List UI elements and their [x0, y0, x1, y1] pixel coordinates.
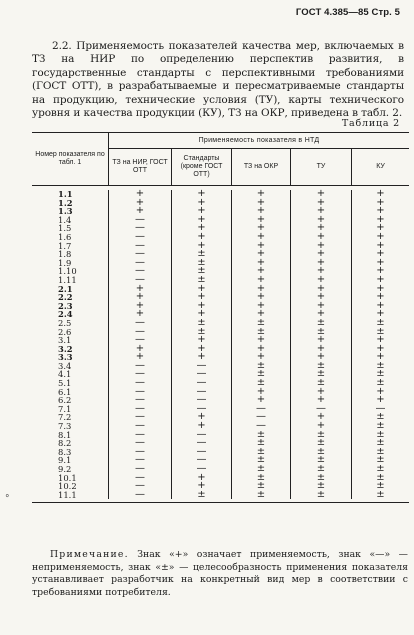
- table-body: [32, 186, 409, 502]
- applicability-mark: ±: [376, 411, 385, 423]
- applicability-mark: +: [376, 230, 385, 242]
- header-col-tu: ТУ: [291, 149, 352, 185]
- applicability-mark: +: [256, 230, 266, 242]
- applicability-mark: +: [197, 196, 206, 208]
- margin-mark: °: [5, 494, 10, 504]
- row-indicator-id: 10.1: [58, 472, 77, 483]
- applicability-mark: +: [197, 188, 206, 199]
- column-standards-values: [172, 190, 232, 499]
- applicability-mark: +: [376, 273, 385, 285]
- applicability-mark: —: [135, 377, 145, 389]
- applicability-mark: +: [376, 248, 385, 260]
- applicability-mark: +: [376, 256, 385, 268]
- applicability-mark: +: [376, 205, 385, 217]
- applicability-mark: —: [135, 273, 145, 285]
- applicability-mark: ±: [256, 471, 266, 483]
- applicability-mark: +: [376, 351, 385, 363]
- applicability-mark: ±: [256, 428, 266, 440]
- applicability-mark: +: [197, 351, 206, 363]
- row-indicator-id: 2.2: [58, 292, 73, 303]
- applicability-mark: —: [135, 325, 145, 337]
- applicability-mark: +: [256, 222, 266, 234]
- applicability-mark: ±: [376, 480, 385, 492]
- applicability-mark: +: [135, 351, 145, 363]
- intro-number: 2.2.: [52, 40, 72, 52]
- applicability-mark: ±: [316, 325, 326, 337]
- row-indicator-id: 3.1: [58, 335, 72, 346]
- applicability-mark: ±: [197, 488, 206, 500]
- applicability-mark: —: [135, 445, 145, 457]
- applicability-mark: +: [197, 411, 206, 423]
- intro-text: Применяемость показателей качества мер, включаемых в ТЗ на НИР по определению перспектив развития, в государственные стандарты с перспективными требованиями (ГОСТ ОТТ), в разрабатываемые и пересматриваемые стандарты на продукцию, технические условия (ТУ), карты технического уровня и качества продукции (КУ), ТЗ на ОКР, приведена в табл. 2.: [32, 40, 404, 120]
- applicability-mark: +: [197, 205, 206, 217]
- applicability-mark: ±: [376, 377, 385, 389]
- applicability-mark: ±: [316, 488, 326, 500]
- applicability-mark: +: [197, 230, 206, 242]
- applicability-mark: +: [256, 299, 266, 311]
- row-indicator-id: 1.6: [58, 231, 72, 242]
- applicability-mark: ±: [197, 248, 206, 260]
- applicability-mark: —: [135, 213, 145, 225]
- applicability-mark: +: [256, 213, 266, 225]
- applicability-mark: —: [135, 359, 145, 371]
- applicability-mark: +: [256, 308, 266, 320]
- applicability-mark: —: [135, 420, 145, 432]
- applicability-mark: +: [197, 222, 206, 234]
- applicability-mark: ±: [316, 316, 326, 328]
- row-indicator-id: 1.3: [58, 206, 73, 217]
- applicability-mark: +: [376, 291, 385, 303]
- applicability-mark: —: [196, 385, 207, 397]
- applicability-mark: —: [375, 402, 386, 414]
- column-indicator-ids: [32, 190, 109, 499]
- applicability-mark: —: [135, 428, 145, 440]
- applicability-mark: +: [376, 299, 385, 311]
- row-indicator-id: 6.2: [58, 395, 72, 406]
- column-nir-values: [109, 190, 172, 499]
- applicability-mark: —: [196, 445, 207, 457]
- applicability-mark: +: [197, 334, 206, 346]
- applicability-mark: ±: [316, 445, 326, 457]
- applicability-mark: +: [135, 196, 145, 208]
- applicability-mark: —: [196, 428, 207, 440]
- row-indicator-id: 1.5: [58, 223, 72, 234]
- applicability-mark: —: [135, 385, 145, 397]
- row-indicator-id: 1.1: [58, 189, 73, 199]
- applicability-mark: ±: [256, 463, 266, 474]
- applicability-mark: ±: [316, 454, 326, 466]
- row-indicator-id: 2.4: [58, 309, 73, 320]
- applicability-mark: +: [135, 188, 145, 199]
- applicability-mark: ±: [316, 480, 326, 492]
- applicability-mark: +: [256, 188, 266, 199]
- table-note: [32, 549, 408, 599]
- header-group-title: Применяемость показателя в НТД: [109, 133, 409, 149]
- applicability-mark: +: [316, 420, 326, 432]
- applicability-mark: +: [316, 256, 326, 268]
- row-indicator-id: 3.2: [58, 343, 73, 354]
- row-indicator-id: 5.1: [58, 378, 72, 389]
- applicability-mark: —: [196, 394, 207, 406]
- applicability-mark: —: [135, 265, 145, 277]
- applicability-mark: ±: [376, 368, 385, 380]
- applicability-mark: +: [256, 394, 266, 406]
- row-indicator-id: 4.1: [58, 369, 72, 380]
- applicability-mark: —: [135, 248, 145, 260]
- applicability-mark: +: [376, 188, 385, 199]
- applicability-mark: +: [256, 256, 266, 268]
- applicability-mark: —: [135, 411, 145, 423]
- applicability-mark: —: [135, 454, 145, 466]
- applicability-mark: —: [135, 480, 145, 492]
- page-header: ГОСТ 4.385—85 Стр. 5: [295, 7, 400, 18]
- row-indicator-id: 8.3: [58, 446, 72, 457]
- applicability-mark: —: [196, 359, 207, 371]
- applicability-mark: +: [256, 342, 266, 354]
- applicability-mark: —: [256, 420, 266, 432]
- applicability-mark: +: [197, 480, 206, 492]
- applicability-mark: +: [256, 196, 266, 208]
- applicability-mark: +: [376, 213, 385, 225]
- row-indicator-id: 1.7: [58, 240, 72, 251]
- applicability-mark: ±: [316, 471, 326, 483]
- row-indicator-id: 2.1: [58, 283, 73, 294]
- applicability-mark: +: [316, 213, 326, 225]
- applicability-mark: +: [256, 239, 266, 251]
- row-indicator-id: 10.2: [58, 481, 77, 492]
- applicability-mark: +: [376, 282, 385, 294]
- applicability-mark: ±: [376, 445, 385, 457]
- applicability-mark: +: [316, 273, 326, 285]
- applicability-mark: —: [135, 394, 145, 406]
- applicability-mark: +: [256, 291, 266, 303]
- applicability-mark: ±: [376, 454, 385, 466]
- applicability-mark: —: [135, 463, 145, 474]
- applicability-mark: +: [316, 291, 326, 303]
- applicability-mark: +: [376, 196, 385, 208]
- applicability-mark: +: [316, 299, 326, 311]
- applicability-mark: —: [135, 334, 145, 346]
- applicability-mark: +: [376, 239, 385, 251]
- applicability-mark: ±: [256, 480, 266, 492]
- applicability-mark: ±: [256, 437, 266, 449]
- header-col-standards: Стандарты (кроме ГОСТ ОТТ): [172, 149, 232, 185]
- applicability-mark: ±: [197, 265, 206, 277]
- applicability-mark: ±: [376, 463, 385, 474]
- applicability-mark: +: [316, 205, 326, 217]
- applicability-mark: +: [316, 282, 326, 294]
- row-indicator-id: 8.2: [58, 438, 72, 449]
- header-col-okr: ТЗ на ОКР: [232, 149, 291, 185]
- row-indicator-id: 1.8: [58, 249, 72, 260]
- applicability-mark: ±: [376, 325, 385, 337]
- applicability-mark: +: [376, 334, 385, 346]
- applicability-mark: +: [256, 273, 266, 285]
- applicability-mark: —: [135, 488, 145, 500]
- applicability-mark: —: [196, 402, 207, 414]
- applicability-mark: +: [376, 222, 385, 234]
- row-indicator-id: 2.3: [58, 300, 73, 311]
- applicability-mark: +: [316, 265, 326, 277]
- applicability-mark: ±: [376, 471, 385, 483]
- applicability-mark: —: [316, 402, 326, 414]
- row-indicator-id: 7.2: [58, 412, 72, 423]
- applicability-mark: ±: [316, 368, 326, 380]
- row-indicator-id: 1.9: [58, 257, 72, 268]
- applicability-mark: ±: [256, 368, 266, 380]
- applicability-mark: ±: [376, 420, 385, 432]
- row-indicator-id: 1.4: [58, 214, 72, 225]
- applicability-mark: ±: [197, 325, 206, 337]
- applicability-mark: +: [135, 205, 145, 217]
- row-indicator-id: 3.4: [58, 360, 72, 371]
- header-group: [109, 133, 409, 185]
- applicability-mark: ±: [316, 437, 326, 449]
- applicability-mark: —: [135, 316, 145, 328]
- intro-paragraph: [32, 40, 404, 120]
- applicability-table: [32, 132, 409, 503]
- applicability-mark: —: [196, 377, 207, 389]
- applicability-mark: ±: [316, 377, 326, 389]
- column-tu-values: [291, 190, 352, 499]
- applicability-mark: +: [316, 248, 326, 260]
- applicability-mark: +: [316, 351, 326, 363]
- applicability-mark: +: [316, 334, 326, 346]
- header-col-ku: КУ: [376, 162, 385, 170]
- applicability-mark: +: [376, 394, 385, 406]
- table-header: [32, 133, 409, 186]
- applicability-mark: —: [196, 454, 207, 466]
- header-indicator-number: Номер показателя по табл. 1: [32, 133, 109, 185]
- row-indicator-id: 11.1: [58, 489, 77, 500]
- applicability-mark: —: [135, 437, 145, 449]
- row-indicator-id: 6.1: [58, 386, 72, 397]
- applicability-mark: —: [135, 368, 145, 380]
- applicability-mark: —: [135, 471, 145, 483]
- applicability-mark: +: [316, 394, 326, 406]
- row-indicator-id: 1.11: [58, 274, 77, 285]
- row-indicator-id: 1.2: [58, 197, 73, 208]
- applicability-mark: —: [135, 239, 145, 251]
- row-indicator-id: 9.2: [58, 464, 72, 474]
- applicability-mark: —: [135, 230, 145, 242]
- applicability-mark: +: [316, 196, 326, 208]
- applicability-mark: +: [197, 213, 206, 225]
- applicability-mark: +: [135, 282, 145, 294]
- applicability-mark: —: [135, 256, 145, 268]
- applicability-mark: +: [256, 385, 266, 397]
- note-text: Знак «+» означает применяемость, знак «—» — неприменяемость, знак «±» — целесообразность применения показателя устанавливает разработчик на конкретный вид мер в соответствии с требованиями потребителя.: [32, 549, 408, 598]
- row-indicator-id: 1.10: [58, 266, 77, 277]
- applicability-mark: ±: [376, 488, 385, 500]
- applicability-mark: +: [256, 248, 266, 260]
- applicability-mark: ±: [376, 316, 385, 328]
- applicability-mark: —: [135, 402, 145, 414]
- applicability-mark: +: [197, 342, 206, 354]
- applicability-mark: +: [197, 239, 206, 251]
- applicability-mark: +: [376, 342, 385, 354]
- applicability-mark: +: [256, 205, 266, 217]
- applicability-mark: +: [316, 385, 326, 397]
- applicability-mark: ±: [376, 437, 385, 449]
- applicability-mark: +: [256, 334, 266, 346]
- applicability-mark: ±: [256, 316, 266, 328]
- table-label: Таблица 2: [341, 118, 400, 129]
- applicability-mark: ±: [256, 445, 266, 457]
- applicability-mark: +: [256, 265, 266, 277]
- applicability-mark: —: [135, 222, 145, 234]
- applicability-mark: ±: [316, 428, 326, 440]
- applicability-mark: +: [197, 308, 206, 320]
- applicability-mark: ±: [256, 454, 266, 466]
- applicability-mark: —: [256, 411, 266, 423]
- applicability-mark: +: [316, 239, 326, 251]
- applicability-mark: ±: [376, 428, 385, 440]
- row-indicator-id: 3.3: [58, 352, 73, 363]
- applicability-mark: +: [197, 291, 206, 303]
- applicability-mark: +: [135, 308, 145, 320]
- row-indicator-id: 8.1: [58, 429, 72, 440]
- applicability-mark: ±: [316, 359, 326, 371]
- applicability-mark: +: [316, 188, 326, 199]
- row-indicator-id: 2.5: [58, 317, 72, 328]
- column-okr-values: [232, 190, 291, 499]
- applicability-mark: +: [135, 342, 145, 354]
- applicability-mark: +: [197, 299, 206, 311]
- applicability-mark: ±: [256, 325, 266, 337]
- applicability-mark: ±: [256, 488, 266, 500]
- note-label: Примечание.: [50, 549, 129, 560]
- applicability-mark: +: [316, 411, 326, 423]
- applicability-mark: +: [316, 230, 326, 242]
- applicability-mark: +: [256, 282, 266, 294]
- applicability-mark: —: [196, 463, 207, 474]
- applicability-mark: ±: [197, 256, 206, 268]
- applicability-mark: +: [376, 308, 385, 320]
- applicability-mark: +: [256, 351, 266, 363]
- applicability-mark: +: [197, 282, 206, 294]
- applicability-mark: ±: [316, 463, 326, 474]
- applicability-mark: ±: [256, 359, 266, 371]
- applicability-mark: +: [316, 308, 326, 320]
- applicability-mark: +: [316, 222, 326, 234]
- applicability-mark: ±: [376, 359, 385, 371]
- applicability-mark: +: [135, 291, 145, 303]
- applicability-mark: +: [376, 385, 385, 397]
- row-indicator-id: 2.6: [58, 326, 72, 337]
- applicability-mark: +: [376, 265, 385, 277]
- applicability-mark: ±: [197, 316, 206, 328]
- column-ku-values: [352, 190, 409, 499]
- applicability-mark: —: [196, 437, 207, 449]
- applicability-mark: ±: [197, 273, 206, 285]
- applicability-mark: —: [196, 368, 207, 380]
- row-indicator-id: 9.1: [58, 455, 72, 466]
- applicability-mark: +: [135, 299, 145, 311]
- header-col-nir: ТЗ на НИР, ГОСТ ОТТ: [109, 149, 172, 185]
- applicability-mark: —: [256, 402, 266, 414]
- row-indicator-id: 7.3: [58, 421, 72, 432]
- header-columns: [109, 149, 409, 185]
- row-indicator-id: 7.1: [58, 403, 72, 414]
- applicability-mark: ±: [256, 377, 266, 389]
- applicability-mark: +: [197, 420, 206, 432]
- applicability-mark: +: [316, 342, 326, 354]
- applicability-mark: +: [197, 471, 206, 483]
